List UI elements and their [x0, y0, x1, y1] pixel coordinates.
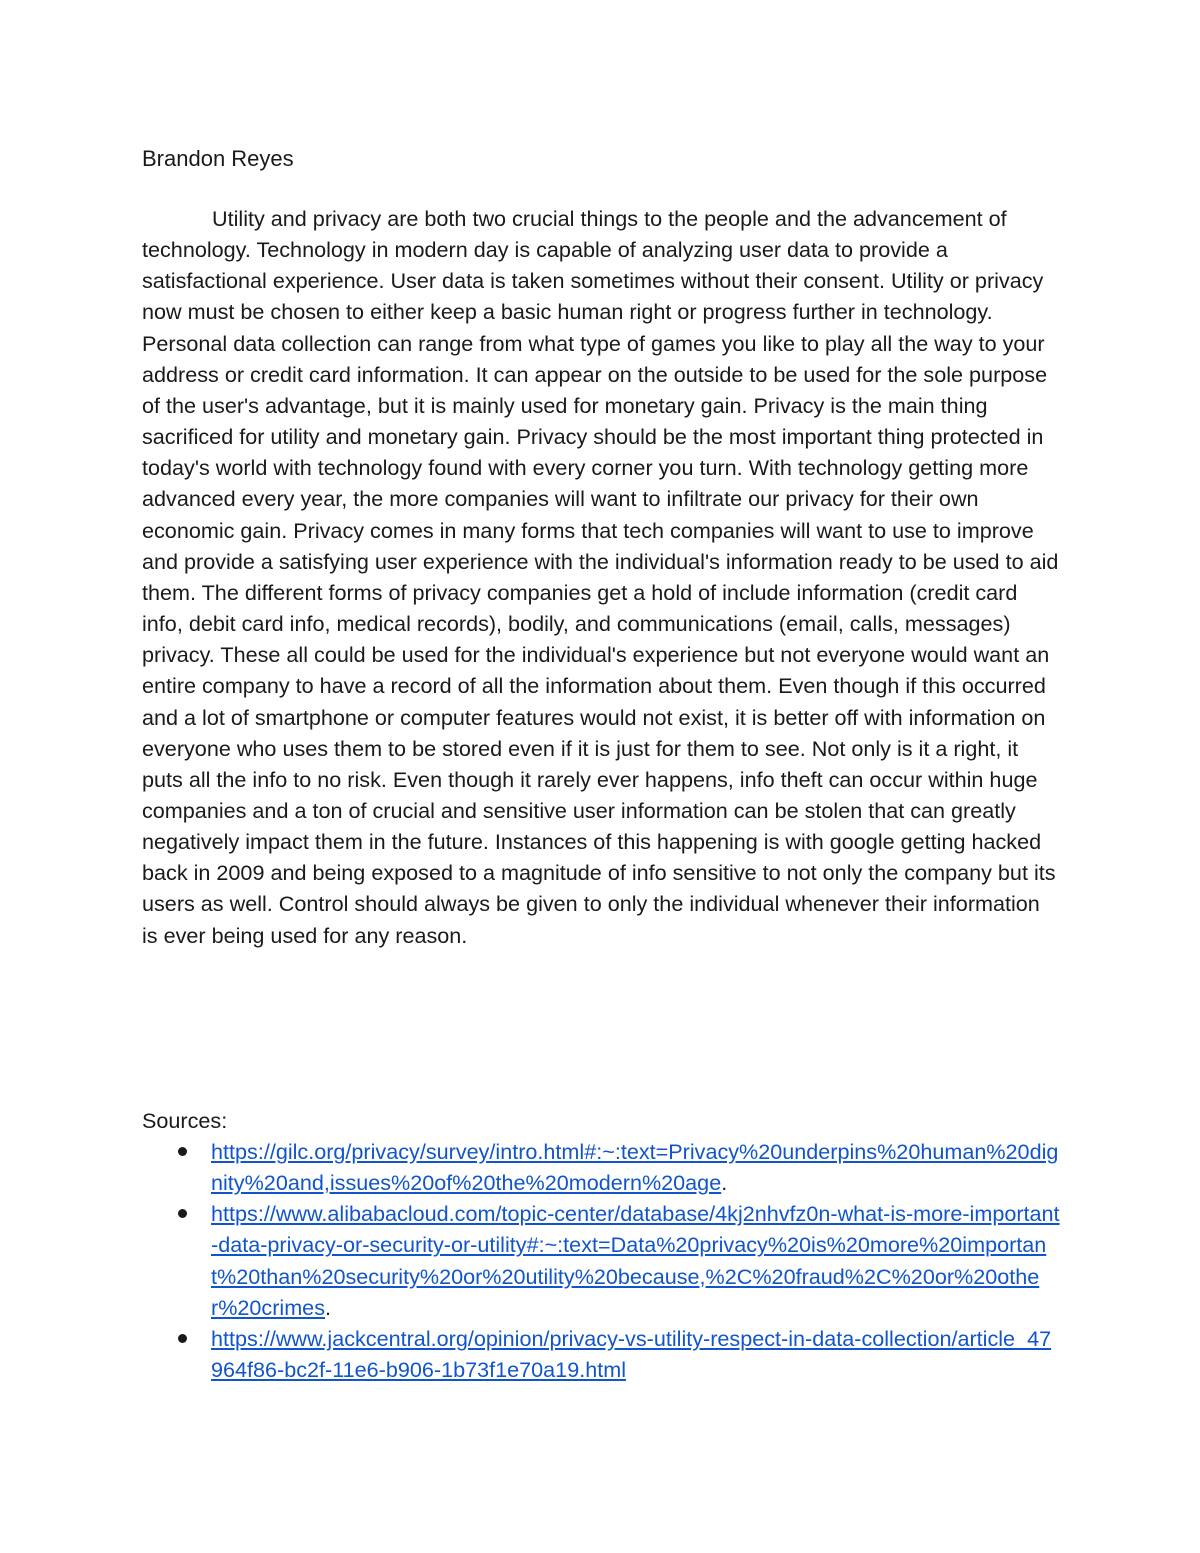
- essay-body: Utility and privacy are both two crucial things to the people and the advancement of technology. Technology in modern day is capable of analyzing user data to provide a satisfactional experience. User data is taken sometimes without their consent. Utility or privacy now must be chosen to either keep a basic human right or progress further in technology. Personal data collection can range from what type of games you like to play all the way to your address or credit card information. It can appear on the outside to be used for the sole purpose of the user's advantage, but it is mainly used for monetary gain. Privacy is the main thing sacrificed for utility and monetary gain. Privacy should be the most important thing protected in today's world with technology found with every corner you turn. With technology getting more advanced every year, the more companies will want to infiltrate our privacy for their own economic gain. Privacy comes in many forms that tech companies will want to use to improve and provide a satisfying user experience with the individual's information ready to be used to aid them. The different forms of privacy companies get a hold of include information (credit card info, debit card info, medical records), bodily, and communications (email, calls, messages) privacy. These all could be used for the individual's experience but not everyone would want an entire company to have a record of all the information about them. Even though if this occurred and a lot of smartphone or computer features would not exist, it is better off with information on everyone who uses them to be stored even if it is just for them to see. Not only is it a right, it puts all the info to no risk. Even though it rarely ever happens, info theft can occur within huge companies and a ton of crucial and sensitive user information can be stolen that can greatly negatively impact them in the future. Instances of this happening is with google getting hacked back in 2009 and being exposed to a magnitude of info sensitive to not only the company but its users as well. Control should always be given to only the individual whenever their information is ever being used for any reason.: [142, 206, 1059, 948]
- source-suffix: .: [325, 1294, 331, 1320]
- source-suffix: .: [721, 1170, 728, 1196]
- bullet-icon: [178, 1334, 187, 1343]
- source-link[interactable]: https://gilc.org/privacy/survey/intro.html#:~:text=Privacy%20underpins%20human%20dignity%20and,issues%20of%20the%20modern%20age: [211, 1139, 1059, 1196]
- source-item: [211, 1323, 1061, 1385]
- author-name: Brandon Reyes: [142, 146, 294, 171]
- source-link[interactable]: https://www.alibabacloud.com/topic-center/database/4kj2nhvfz0n-what-is-more-important-data-privacy-or-security-or-utility#:~:text=Data%20privacy%20is%20more%20important%20than%20security%20or%20utility%20because,%2C%20fraud%2C%20or%20other%20crimes: [211, 1201, 1060, 1320]
- sources-list: [211, 1136, 1061, 1385]
- source-link[interactable]: https://www.jackcentral.org/opinion/privacy-vs-utility-respect-in-data-collection/article_47964f86-bc2f-11e6-b906-1b73f1e70a19.html: [211, 1325, 1052, 1383]
- source-item: [211, 1198, 1061, 1323]
- bullet-icon: [178, 1209, 187, 1218]
- source-item: [211, 1136, 1061, 1198]
- sources-heading: Sources:: [142, 1108, 228, 1133]
- bullet-icon: [178, 1147, 187, 1156]
